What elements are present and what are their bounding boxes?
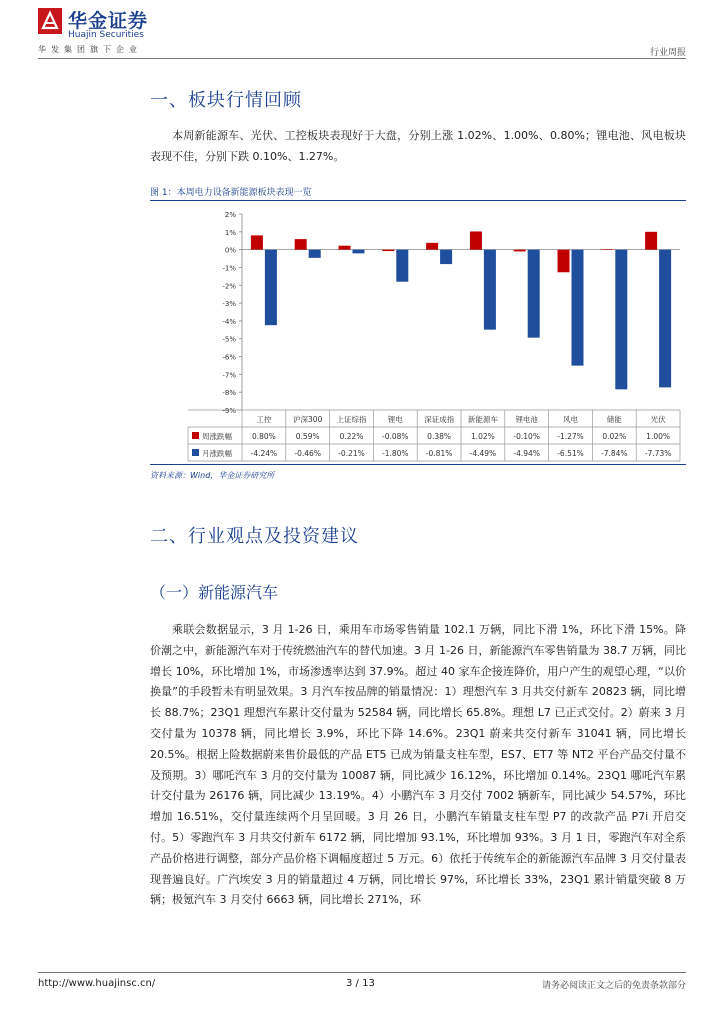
footer-disclaimer: 请务必阅读正文之后的免责条款部分 — [541, 981, 686, 991]
brand-name-en: Huajin Securities — [68, 30, 144, 40]
data-label: -7.84% — [601, 449, 628, 458]
y-tick-label: -2% — [222, 282, 236, 291]
section-2-title: 二、行业观点及投资建议 — [150, 526, 359, 547]
bar-monthly — [484, 250, 496, 330]
data-label: -0.21% — [338, 449, 365, 458]
report-type: 行业周报 — [649, 48, 686, 58]
subsection-ev-body — [150, 620, 686, 911]
data-label: -1.27% — [557, 432, 584, 441]
data-label: -6.51% — [557, 449, 584, 458]
y-tick-label: -5% — [222, 335, 236, 344]
bar-monthly — [309, 250, 321, 258]
x-category-label: 风电 — [563, 415, 578, 424]
section-1-title: 一、板块行情回顾 — [150, 90, 302, 111]
bar-weekly — [426, 243, 438, 250]
brand-name-cn: 华金证券 — [68, 10, 149, 32]
bar-weekly — [382, 250, 394, 251]
y-tick-label: -4% — [222, 317, 236, 326]
figure-bottom-rule — [150, 464, 686, 465]
data-label: -4.49% — [469, 449, 497, 458]
bar-monthly — [659, 250, 671, 388]
x-category-label: 锂电 — [387, 415, 403, 424]
bar-monthly — [572, 250, 584, 366]
y-tick-label: -8% — [222, 389, 236, 398]
header-divider — [38, 58, 686, 59]
x-category-label: 上证综指 — [336, 415, 367, 424]
bar-weekly — [339, 246, 351, 250]
data-label: -1.80% — [382, 449, 409, 458]
section-1-paragraph: 本周新能源车、光伏、工控板块表现好于大盘，分别上涨 1.02%、1.00%、0.80%；锂电池、风电板块表现不佳，分别下跌 0.10%、1.27%。 — [150, 129, 686, 163]
y-tick-label: -3% — [222, 300, 236, 309]
x-category-label: 光伏 — [650, 415, 666, 424]
bar-monthly — [440, 250, 452, 264]
data-label: -0.46% — [294, 449, 321, 458]
legend-label-monthly: 月涨跌幅 — [202, 449, 232, 458]
y-tick-label: 1% — [224, 228, 236, 237]
bar-weekly — [295, 239, 307, 250]
figure-source: 资料来源：Wind，华金证券研究所 — [150, 471, 275, 480]
bar-monthly — [528, 250, 540, 338]
data-label: -4.24% — [250, 449, 278, 458]
footer-url[interactable]: http://www.huajinsc.cn/ — [38, 978, 156, 989]
bar-weekly — [645, 232, 657, 250]
x-category-label: 深证成指 — [424, 415, 455, 424]
bar-monthly — [353, 250, 365, 254]
bar-monthly — [615, 250, 627, 390]
data-label: 0.02% — [602, 432, 627, 441]
x-category-label: 储能 — [606, 415, 622, 424]
logo-icon — [38, 8, 62, 34]
data-label: -0.08% — [382, 432, 409, 441]
subsection-ev-title: （一）新能源汽车 — [150, 583, 279, 602]
x-category-label: 工控 — [256, 415, 272, 424]
brand-tagline: 华发集团旗下企业 — [38, 45, 142, 54]
bar-monthly — [265, 250, 277, 326]
y-tick-label: -6% — [222, 353, 236, 362]
y-tick-label: 0% — [224, 246, 236, 255]
data-label: 0.80% — [251, 432, 276, 441]
bar-weekly — [251, 235, 263, 249]
data-label: -0.81% — [425, 449, 453, 458]
data-label: -4.94% — [513, 449, 540, 458]
x-category-label: 新能源车 — [467, 415, 498, 424]
footer-divider — [38, 972, 686, 973]
y-tick-label: -9% — [222, 407, 236, 415]
data-label: 0.59% — [295, 432, 320, 441]
x-category-label: 锂电池 — [515, 415, 538, 424]
bar-monthly — [396, 250, 408, 282]
legend-swatch-monthly — [192, 449, 199, 456]
legend-swatch-weekly — [192, 432, 199, 439]
x-category-label: 沪深300 — [293, 415, 323, 424]
bar-weekly — [514, 250, 526, 252]
data-label: -0.10% — [513, 432, 540, 441]
y-tick-label: -7% — [222, 371, 236, 380]
data-label: 1.02% — [470, 432, 495, 441]
y-tick-label: 2% — [224, 211, 236, 219]
data-label: -7.73% — [644, 449, 672, 458]
data-label: 1.00% — [646, 432, 671, 441]
page-number: 3 / 13 — [346, 978, 375, 989]
ev-paragraph: 乘联会数据显示，3 月 1-26 日，乘用车市场零售销量 102.1 万辆，同比下滑 1%，环比下滑 15%。降价潮之中，新能源汽车对于传统燃油汽车的替代加速。3 月 1-26 日，新能源汽车零售销量为 38.7 万辆，同比增长 10%，环比增加 1%，市场渗透率达到 37.9%。超过 40 家车企接连降价，用户产生的观望心理，“以价换量”的手段暂未有明显效果。3 月汽车按品牌的销量情况：1）理想汽车 3 月共交付新车 20823 辆，同比增长 88.7%；23Q1 理想汽车累计交付量为 52584 辆，同比增长 65.8%。理想 L7 已正式交付。2）蔚来 3 月交付量为 10378 辆，同比增长 3.9%，环比下降 14.6%。23Q1 蔚来共交付新车 31041 辆，同比增长 20.5%。根据上险数据蔚来售价最低的产品 ET5 已成为销量支柱车型，ES7、ET7 等 NT2 平台产品交付量不及预期。3）哪吒汽车 3 月的交付量为 10087 辆，同比减少 16.12%，环比增加 0.14%。23Q1 哪吒汽车累计交付量为 26176 辆，同比减少 13.19%。4）小鹏汽车 3 月交付 7002 辆新车，同比减少 54.57%，环比增加 16.51%，交付量连续两个月呈回暖。3 月 26 日，小鹏汽车销量支柱车型 P7 的改款产品 P7i 开启交付。5）零跑汽车 3 月共交付新车 6172 辆，同比增加 93.1%，环比增加 93%。3 月 1 日，零跑汽车对全系产品价格进行调整，部分产品价格下调幅度超过 5 万元。6）依托于传统车企的新能源汽车品牌 3 月交付量表现普遍良好。广汽埃安 3 月的销量超过 4 万辆，同比增长 97%，环比增长 33%，23Q1 累计销量突破 8 万辆；极氪汽车 3 月交付 6663 辆，同比增长 271%，环 — [150, 623, 686, 907]
data-label: 0.22% — [339, 432, 364, 441]
legend-label-weekly: 周涨跌幅 — [202, 432, 232, 441]
bar-weekly — [558, 250, 570, 273]
y-tick-label: -1% — [222, 264, 236, 273]
sector-performance-chart — [150, 200, 686, 462]
figure-1-title: 图 1：本周电力设备新能源板块表现一览 — [150, 188, 312, 198]
data-label: 0.38% — [427, 432, 452, 441]
bar-weekly — [470, 231, 482, 249]
logo-mark — [38, 8, 62, 34]
section-1-body — [150, 126, 686, 168]
bar-weekly — [601, 249, 613, 250]
